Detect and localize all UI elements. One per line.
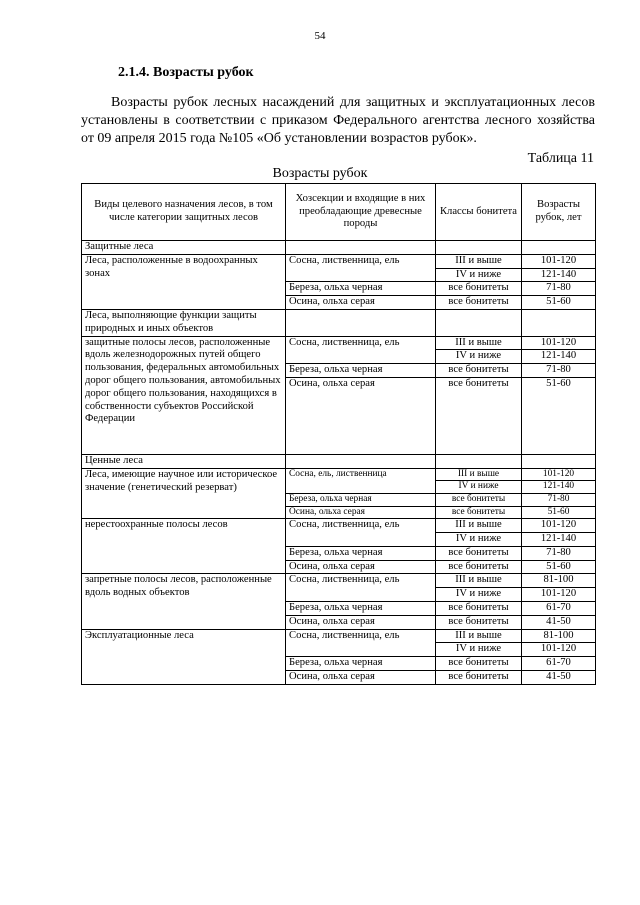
species-cell: Сосна, лиственница, ель: [286, 254, 436, 282]
site-class-cell: III и выше: [436, 468, 522, 481]
site-class-cell: III и выше: [436, 574, 522, 588]
cutting-age-table: [81, 183, 596, 685]
site-class-cell: III и выше: [436, 254, 522, 268]
age-cell: 121-140: [522, 532, 596, 546]
species-cell: Сосна, лиственница, ель: [286, 629, 436, 657]
site-class-cell: все бонитеты: [436, 296, 522, 310]
species-cell: Осина, ольха серая: [286, 296, 436, 310]
section-heading: 2.1.4. Возрасты рубок: [118, 65, 254, 80]
table-row: [82, 468, 596, 481]
age-cell: 101-120: [522, 468, 596, 481]
table-title: Возрасты рубок: [272, 166, 368, 181]
site-class-cell: III и выше: [436, 629, 522, 643]
table-row: [82, 336, 596, 350]
site-class-cell: все бонитеты: [436, 546, 522, 560]
species-cell: Береза, ольха черная: [286, 546, 436, 560]
site-class-cell: все бонитеты: [436, 615, 522, 629]
species-cell: Береза, ольха черная: [286, 493, 436, 506]
site-class-cell: III и выше: [436, 336, 522, 350]
site-class-cell: IV и ниже: [436, 350, 522, 364]
age-cell: 81-100: [522, 629, 596, 643]
age-cell: 51-60: [522, 296, 596, 310]
site-class-cell: IV и ниже: [436, 481, 522, 494]
site-class-cell: все бонитеты: [436, 377, 522, 454]
table-row: [82, 241, 596, 255]
age-cell: 41-50: [522, 615, 596, 629]
category-cell: Защитные леса: [82, 241, 286, 255]
category-cell: Леса, расположенные в водоохранных зонах: [82, 254, 286, 309]
age-cell: 121-140: [522, 481, 596, 494]
table-row: [82, 254, 596, 268]
species-cell: Сосна, лиственница, ель: [286, 336, 436, 364]
species-cell: Осина, ольха серая: [286, 670, 436, 684]
age-cell: 51-60: [522, 377, 596, 454]
site-class-cell: IV и ниже: [436, 588, 522, 602]
species-cell: Сосна, ель, лиственница: [286, 468, 436, 493]
category-cell: запретные полосы лесов, расположенные вдоль водных объектов: [82, 574, 286, 629]
age-cell: 81-100: [522, 574, 596, 588]
species-cell: Береза, ольха черная: [286, 364, 436, 378]
age-cell: 61-70: [522, 601, 596, 615]
header-species: Хозсекции и входящие в них преобладающие древесные породы: [286, 184, 436, 241]
table-row: [82, 519, 596, 533]
age-cell: 61-70: [522, 657, 596, 671]
species-cell: Береза, ольха черная: [286, 282, 436, 296]
age-cell: 101-120: [522, 336, 596, 350]
table-number: Таблица 11: [527, 151, 594, 166]
species-cell: Осина, ольха серая: [286, 560, 436, 574]
age-cell: 101-120: [522, 588, 596, 602]
age-cell: 51-60: [522, 506, 596, 519]
site-class-cell: все бонитеты: [436, 657, 522, 671]
age-cell: 101-120: [522, 254, 596, 268]
age-cell: 51-60: [522, 560, 596, 574]
site-class-cell: все бонитеты: [436, 670, 522, 684]
species-cell: Осина, ольха серая: [286, 506, 436, 519]
age-cell: 71-80: [522, 364, 596, 378]
site-class-cell: IV и ниже: [436, 268, 522, 282]
table-header-row: [82, 184, 596, 241]
age-cell: 101-120: [522, 643, 596, 657]
intro-paragraph: Возрасты рубок лесных насаждений для защитных и эксплуатационных лесов установлены в соответствии с приказом Федерального агентства лесного хозяйства от 09 апреля 2015 года №105 «Об установлении возрастов рубок».: [81, 95, 595, 146]
age-cell: 41-50: [522, 670, 596, 684]
age-cell: 121-140: [522, 268, 596, 282]
site-class-cell: все бонитеты: [436, 282, 522, 296]
site-class-cell: IV и ниже: [436, 532, 522, 546]
species-cell: Береза, ольха черная: [286, 601, 436, 615]
site-class-cell: III и выше: [436, 519, 522, 533]
age-cell: 121-140: [522, 350, 596, 364]
age-cell: 101-120: [522, 519, 596, 533]
species-cell: Осина, ольха серая: [286, 377, 436, 454]
site-class-cell: все бонитеты: [436, 506, 522, 519]
age-cell: 71-80: [522, 282, 596, 296]
table-row: [82, 454, 596, 468]
species-cell: Сосна, лиственница, ель: [286, 574, 436, 602]
age-cell: 71-80: [522, 493, 596, 506]
category-cell: нерестоохранные полосы лесов: [82, 519, 286, 574]
category-cell: защитные полосы лесов, расположенные вдоль железнодорожных путей общего пользования, федеральных автомобильных дорог общего пользования, автомобильных дорог общего пользования, находящихся в собственности субъектов Российской Федерации: [82, 336, 286, 454]
species-cell: Береза, ольха черная: [286, 657, 436, 671]
species-cell: Осина, ольха серая: [286, 615, 436, 629]
header-forest-purpose: Виды целевого назначения лесов, в том числе категории защитных лесов: [82, 184, 286, 241]
age-cell: 71-80: [522, 546, 596, 560]
table-row: [82, 629, 596, 643]
site-class-cell: все бонитеты: [436, 364, 522, 378]
table-row: [82, 574, 596, 588]
site-class-cell: все бонитеты: [436, 560, 522, 574]
page-number: 54: [314, 30, 326, 42]
category-cell: Эксплуатационные леса: [82, 629, 286, 684]
category-cell: Леса, выполняющие функции защиты природных и иных объектов: [82, 309, 286, 336]
site-class-cell: IV и ниже: [436, 643, 522, 657]
category-cell: Леса, имеющие научное или историческое значение (генетический резерват): [82, 468, 286, 518]
category-cell: Ценные леса: [82, 454, 286, 468]
table-row: [82, 309, 596, 336]
species-cell: Сосна, лиственница, ель: [286, 519, 436, 547]
site-class-cell: все бонитеты: [436, 601, 522, 615]
header-cutting-age: Возрасты рубок, лет: [522, 184, 596, 241]
header-site-class: Классы бонитета: [436, 184, 522, 241]
site-class-cell: все бонитеты: [436, 493, 522, 506]
